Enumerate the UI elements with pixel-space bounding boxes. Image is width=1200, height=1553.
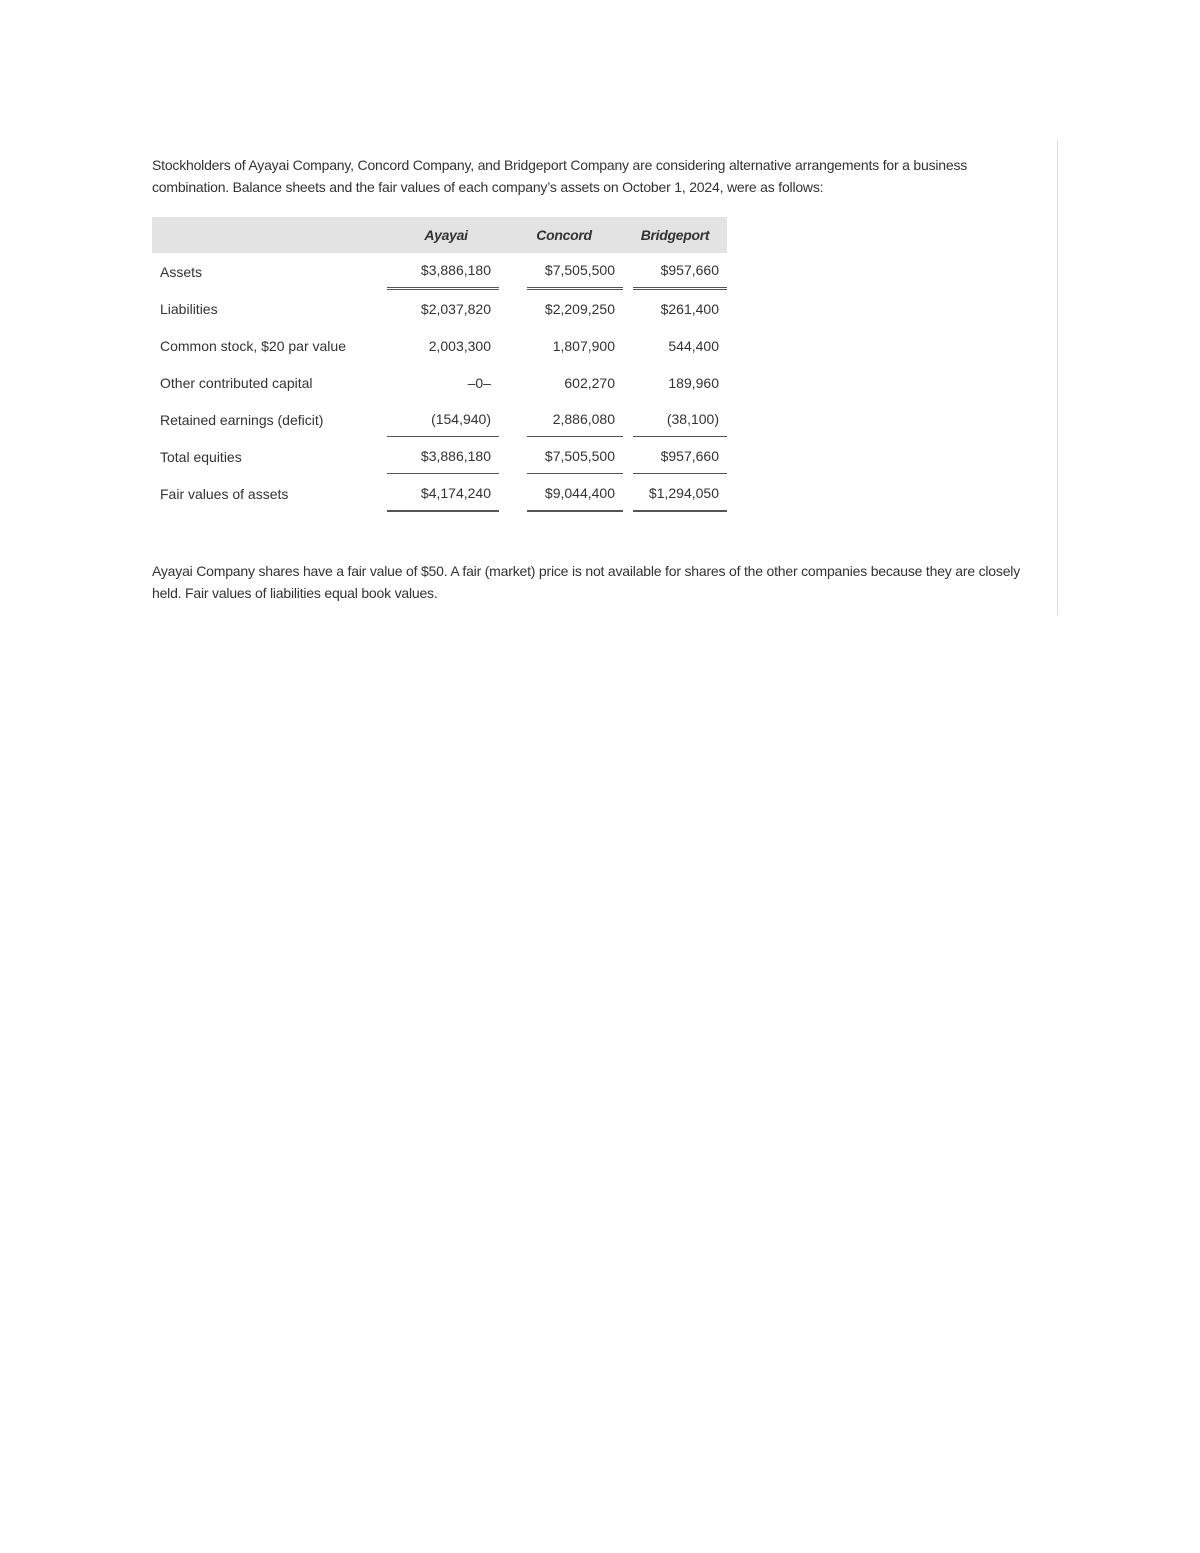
cell-value: $957,660 <box>633 439 727 474</box>
row-label: Other contributed capital <box>160 374 313 391</box>
header-concord: Concord <box>505 217 623 253</box>
cell-value: –0– <box>467 374 491 391</box>
cell-value: 2,003,300 <box>428 337 491 354</box>
table-header-row <box>152 217 727 253</box>
table-row <box>152 401 727 438</box>
cell-value: 189,960 <box>668 374 719 391</box>
row-label: Common stock, $20 par value <box>160 337 346 354</box>
cell-value: (38,100) <box>633 402 727 437</box>
row-label: Total equities <box>160 448 242 465</box>
table-row <box>152 290 727 327</box>
table-row <box>152 253 727 290</box>
row-label: Liabilities <box>160 300 218 317</box>
intro-paragraph: Stockholders of Ayayai Company, Concord Company, and Bridgeport Company are considering alternative arrangements for a business combination. Balance sheets and the fair values of each company’s assets on October 1, 2024, were as follows: <box>152 157 968 195</box>
row-label: Retained earnings (deficit) <box>160 411 324 428</box>
cell-value: $3,886,180 <box>387 439 499 474</box>
cell-value: $1,294,050 <box>633 476 727 512</box>
table-row <box>152 475 727 512</box>
cell-value: 544,400 <box>668 337 719 354</box>
row-label: Assets <box>160 263 203 280</box>
cell-value: 2,886,080 <box>527 402 623 437</box>
cell-value: $2,209,250 <box>544 300 615 317</box>
cell-value: $3,886,180 <box>387 253 499 290</box>
cell-value: $957,660 <box>633 253 727 290</box>
cell-value: $2,037,820 <box>420 300 491 317</box>
cell-value: (154,940) <box>387 402 499 437</box>
balance-sheet-table <box>152 217 727 512</box>
cell-value: $9,044,400 <box>527 476 623 512</box>
header-bridgeport: Bridgeport <box>623 217 727 253</box>
cell-value: $4,174,240 <box>387 476 499 512</box>
table-row <box>152 438 727 475</box>
cell-value: $7,505,500 <box>527 439 623 474</box>
header-label-column <box>152 217 387 253</box>
row-label: Fair values of assets <box>160 485 289 502</box>
cell-value: $261,400 <box>660 300 719 317</box>
table-row <box>152 327 727 364</box>
header-ayayai: Ayayai <box>387 217 505 253</box>
cell-value: 602,270 <box>564 374 615 391</box>
cell-value: $7,505,500 <box>527 253 623 290</box>
page-right-divider <box>1057 140 1058 615</box>
note-paragraph: Ayayai Company shares have a fair value of $50. A fair (market) price is not available for shares of the other companies because they are closely held. Fair values of liabilities equal book values. <box>152 563 1020 601</box>
cell-value: 1,807,900 <box>552 337 615 354</box>
table-row <box>152 364 727 401</box>
